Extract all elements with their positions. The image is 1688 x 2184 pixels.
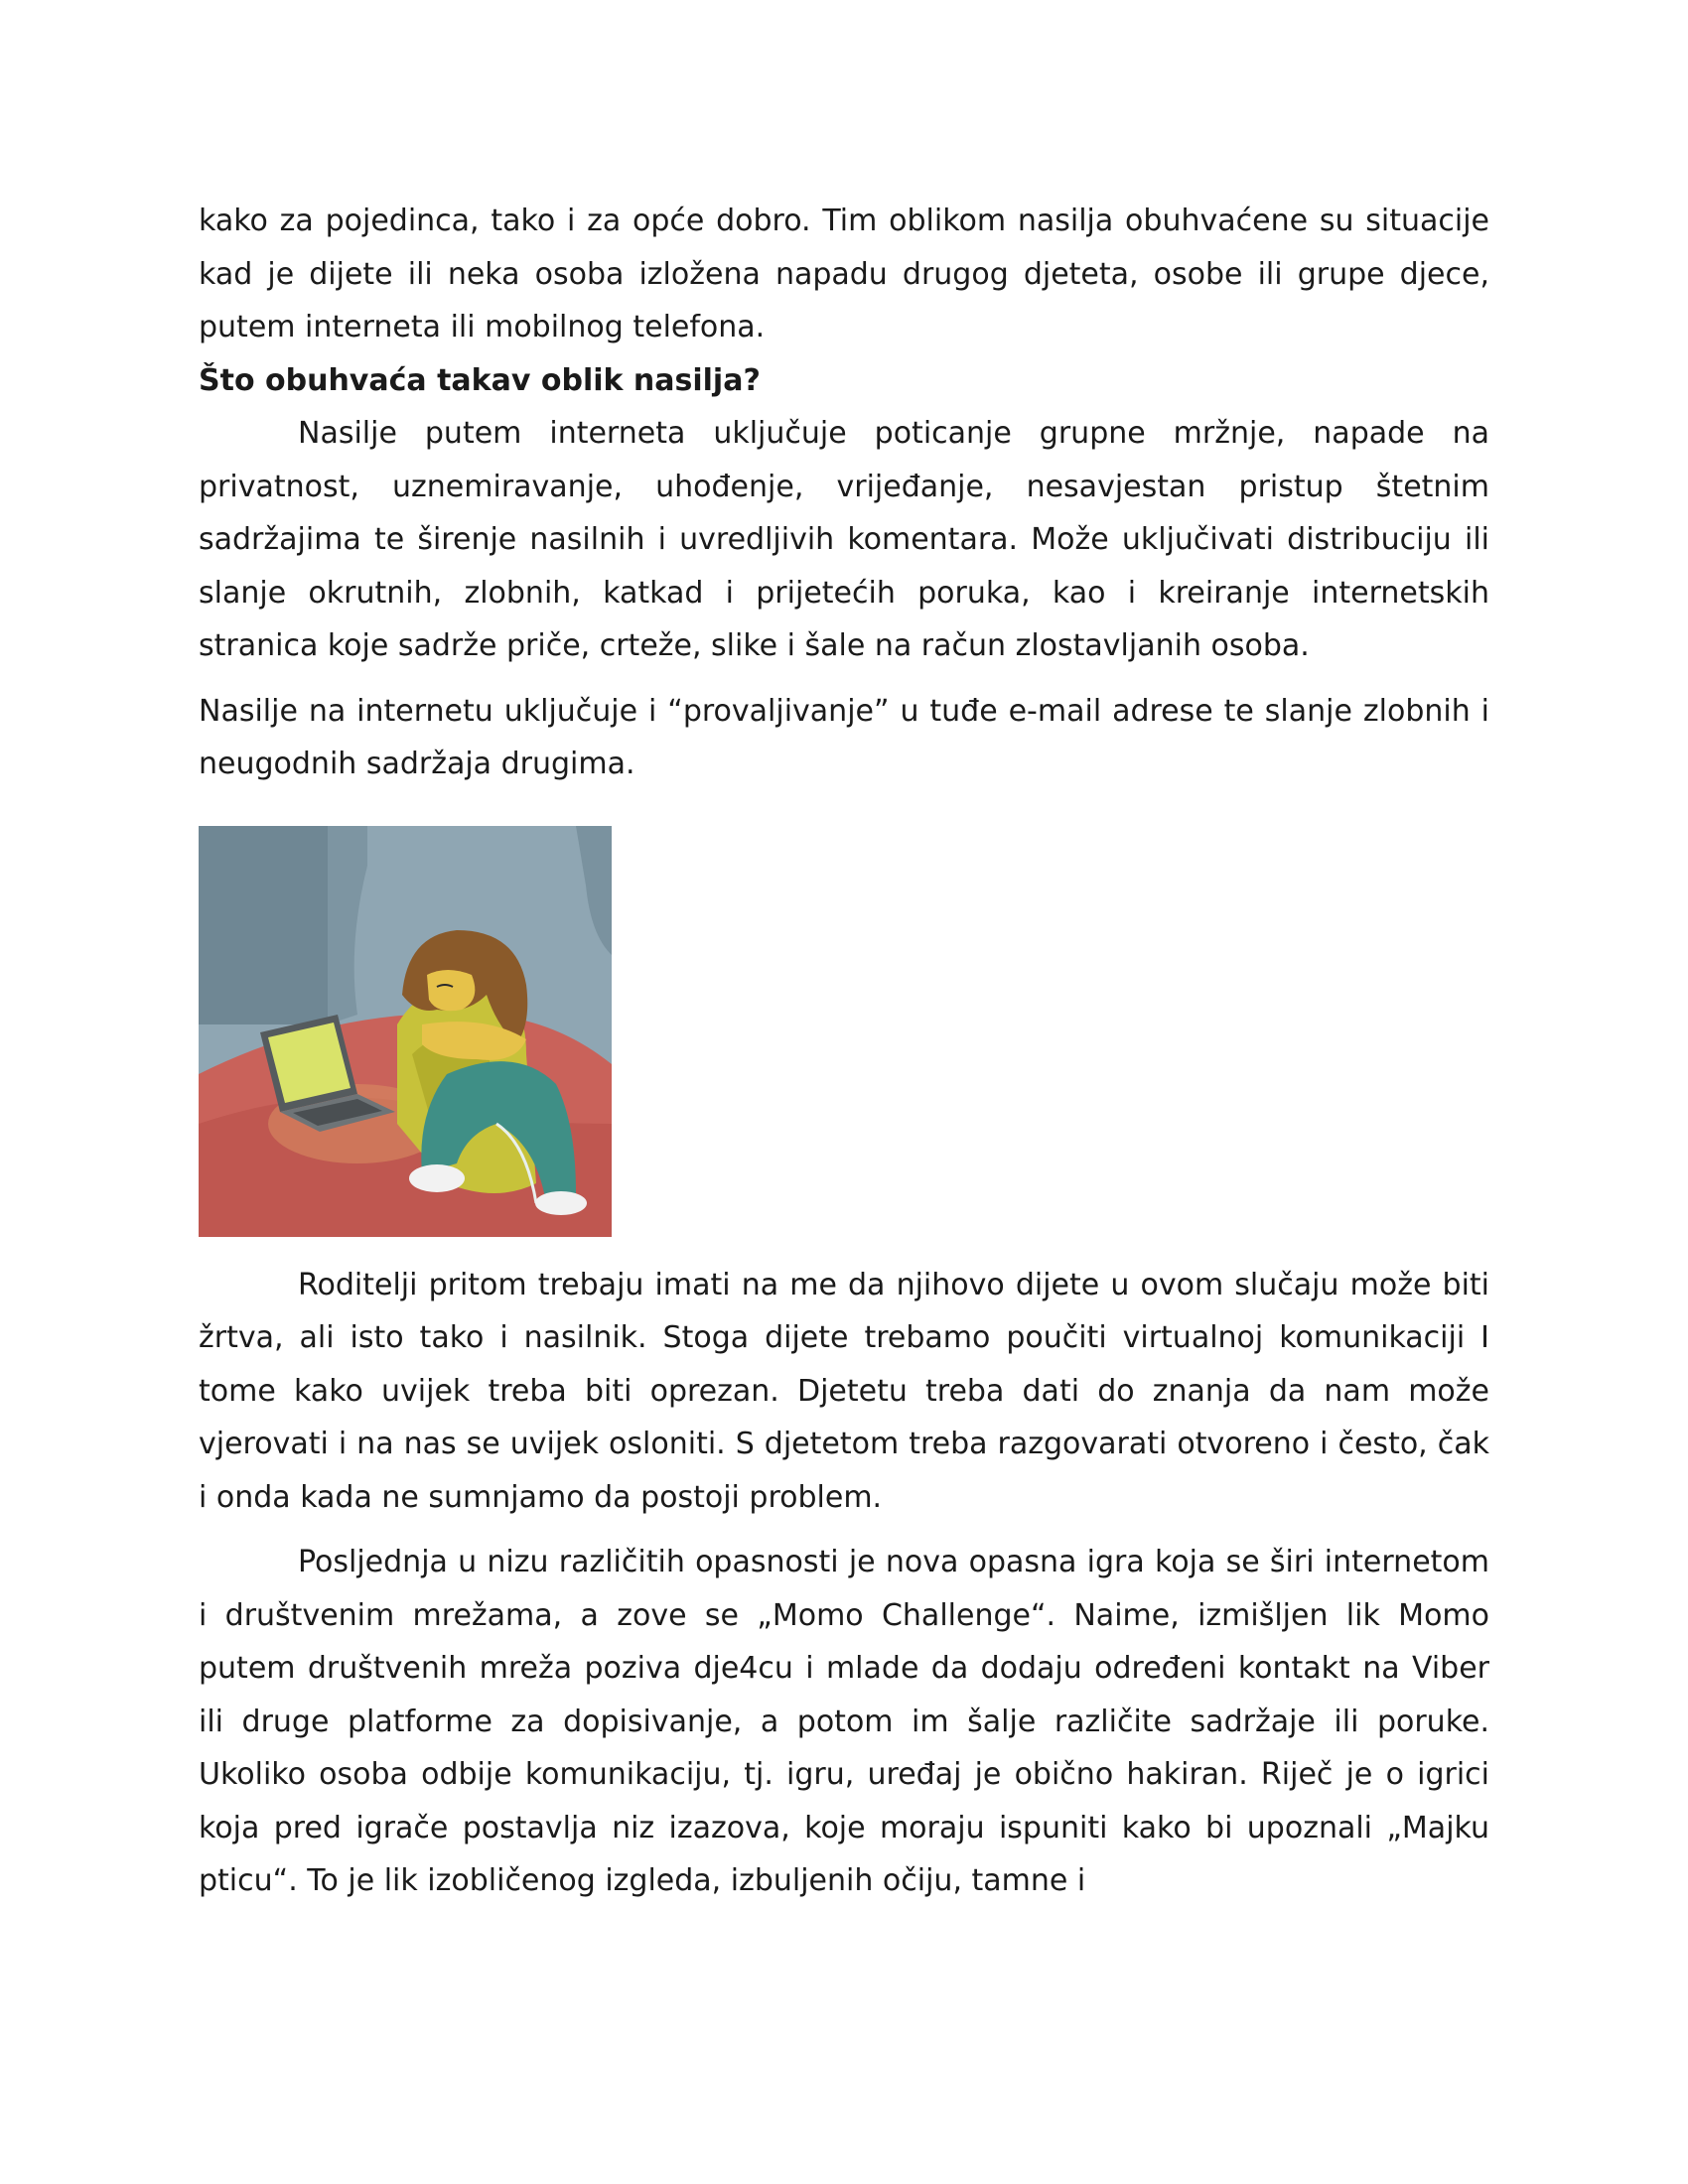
section-heading: Što obuhvaća takav oblik nasilja? [199, 362, 761, 398]
paragraph-momo-challenge: Posljednja u nizu različitih opasnosti je nova opasna igra koja se širi internetom i društvenim mrežama, a zove se „Momo Challenge“. Naime, izmišljen lik Momo putem društvenih mreža poziva dje4cu i mlade da dodaju određeni kontakt na Viber ili druge platforme za dopisivanje, a potom im šalje različite sadržaje ili poruke. Ukoliko osoba odbije komunikaciju, tj. igru, uređaj je obično hakiran. Riječ je o igrici koja pred igrače postavlja niz izazova, koje moraju ispuniti kako bi upoznali „Majku pticu“. To je lik izobličenog izgleda, izbuljenih očiju, tamne i [199, 1545, 1489, 1898]
paragraph-intro: kako za pojedinca, tako i za opće dobro. Tim oblikom nasilja obuhvaćene su situacije kad je dijete ili neka osoba izložena napadu drugog djeteta, osobe ili grupe djece, putem interneta ili mobilnog telefona. [199, 204, 1489, 344]
paragraph-email-intrusion: Nasilje na internetu uključuje i “provaljivanje” u tuđe e-mail adrese te slanje zlobnih i neugodnih sadržaja drugima. [199, 693, 1489, 781]
document-page [199, 195, 1489, 1908]
paragraph-definition: Nasilje putem interneta uključuje poticanje grupne mržnje, napade na privatnost, uznemiravanje, uhođenje, vrijeđanje, nesavjestan pristup štetnim sadržajima te širenje nasilnih i uvredljivih komentara. Može uključivati distribuciju ili slanje okrutnih, zlobnih, katkad i prijetećih poruka, kao i kreiranje internetskih stranica koje sadrže priče, crteže, slike i šale na račun zlostavljanih osoba. [199, 416, 1489, 663]
paragraph-parents-advice: Roditelji pritom trebaju imati na me da njihovo dijete u ovom slučaju može biti žrtva, ali isto tako i nasilnik. Stoga dijete trebamo poučiti virtualnoj komunikaciji I tome kako uvijek treba biti oprezan. Djetetu treba dati do znanja da nam može vjerovati i na nas se uvijek osloniti. S djetetom treba razgovarati otvoreno i često, čak i onda kada ne sumnjamo da postoji problem. [199, 1267, 1489, 1515]
sad-girl-with-laptop-illustration [199, 826, 612, 1237]
